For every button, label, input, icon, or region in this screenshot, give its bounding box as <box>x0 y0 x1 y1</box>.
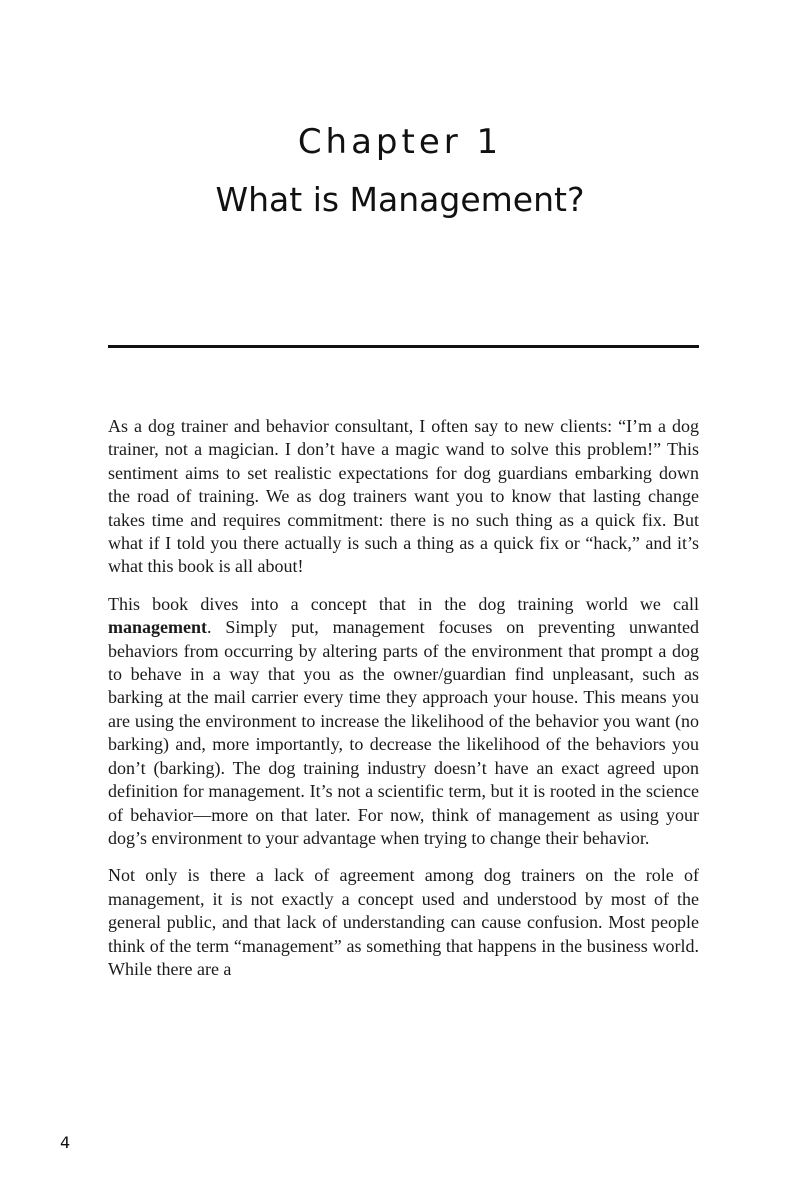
paragraph-2-start: This book dives into a concept that in the dog training world we call <box>108 593 699 614</box>
paragraph-2-rest: . Simply put, management focuses on preventing unwanted behaviors from occurring by altering parts of the environment that prompt a dog to behave in a way that you as the owner/guardian find unpleasant, such as barking at the mail carrier every time they approach your house. This means you are using the environment to increase the likelihood of the behavior you want (no barking) and, more importantly, to decrease the likelihood of the behaviors you don’t (barking). The dog training industry doesn’t have an exact agreed upon definition for management. It’s not a scientific term, but it is rooted in the science of behavior—more on that later. For now, think of management as using your dog’s environment to your advantage when trying to change their behavior. <box>108 617 699 848</box>
chapter-heading <box>0 118 800 224</box>
body-text <box>108 415 699 995</box>
chapter-title: What is Management? <box>215 180 585 219</box>
emphasis-term: management <box>108 617 207 638</box>
paragraph-3: Not only is there a lack of agreement among dog trainers on the role of management, it is not exactly a concept used and understood by most of the general public, and that lack of understanding can cause confusion. Most people think of the term “management” as something that happens in the business world. While there are a <box>108 865 699 979</box>
chapter-number: Chapter 1 <box>297 122 503 162</box>
chapter-divider <box>108 345 699 348</box>
page-number: 4 <box>60 1133 71 1152</box>
paragraph-2 <box>108 593 699 850</box>
paragraph-1: As a dog trainer and behavior consultant, I often say to new clients: “I’m a dog trainer, not a magician. I don’t have a magic wand to solve this problem!” This sentiment aims to set realistic expectations for dog guardians embarking down the road of training. We as dog trainers want you to know that lasting change takes time and requires commitment: there is no such thing as a quick fix. But what if I told you there actually is such a thing as a quick fix or “hack,” and it’s what this book is all about! <box>108 416 699 577</box>
